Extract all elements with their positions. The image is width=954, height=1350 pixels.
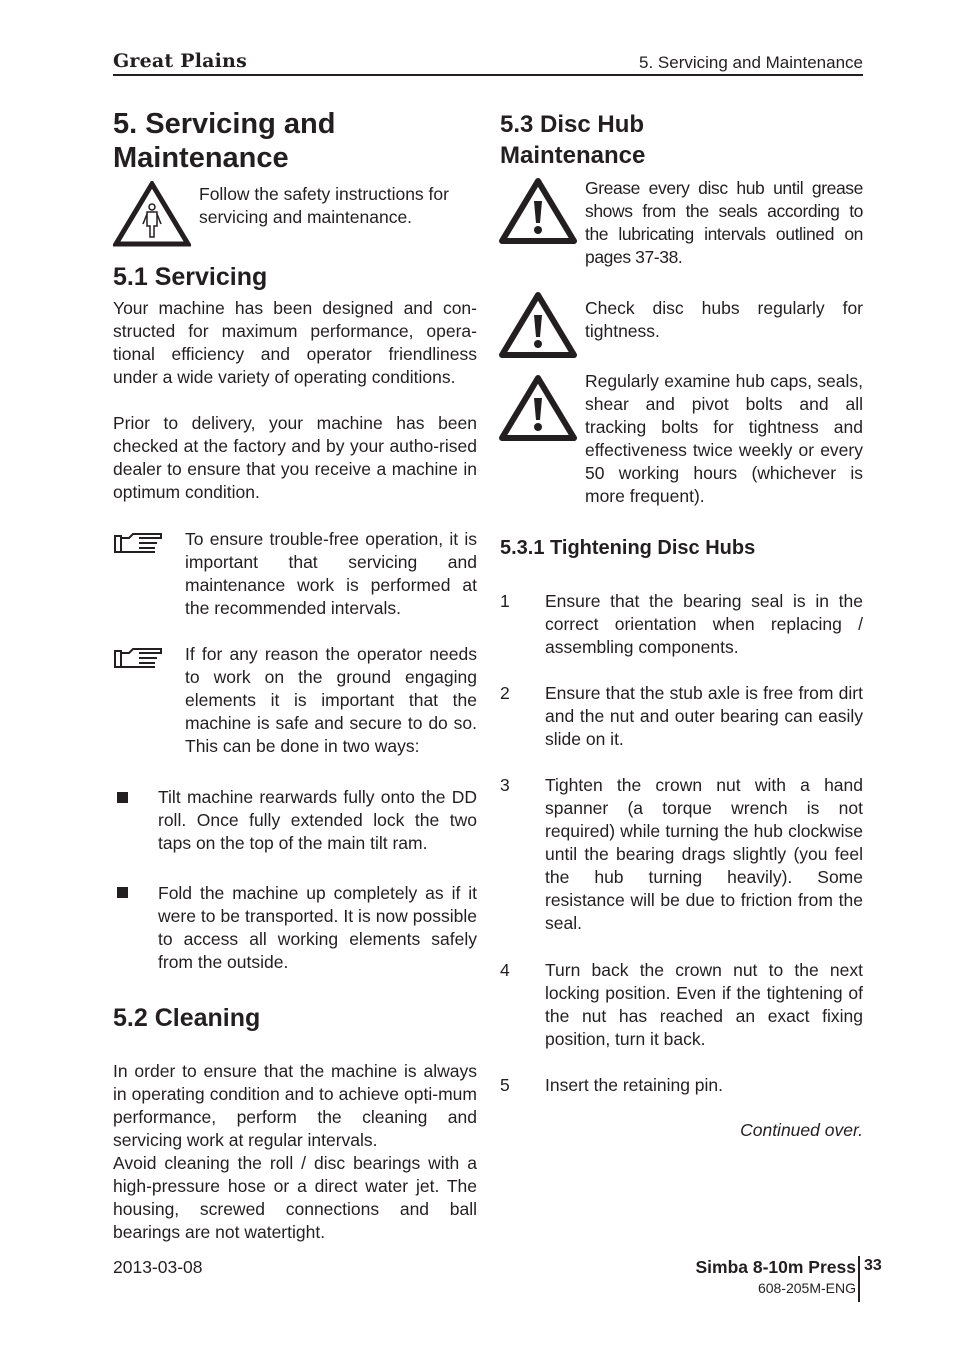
brand-logo: Great Plains <box>113 50 247 72</box>
cleaning-paragraph-2: Avoid cleaning the roll / disc bearings with a high-pressure hose or a direct water jet. The housing, screwed connections and ball bearings are not watertight. <box>113 1153 477 1242</box>
disc-hub-warning-1: Grease every disc hub until grease shows from the seals according to the lubricating intervals outlined on pages 37-38. <box>585 178 863 267</box>
section-5-1-title: 5.1 Servicing <box>113 263 268 291</box>
continued-note: Continued over. <box>740 1120 863 1140</box>
step-number: 2 <box>500 683 510 703</box>
chapter-title-line1: 5. Servicing and <box>113 108 336 140</box>
chapter-intro: Follow the safety instructions for servicing and maintenance. <box>199 184 449 227</box>
square-bullet-icon <box>117 792 128 803</box>
step-number: 1 <box>500 591 510 611</box>
pointing-hand-icon <box>113 530 163 556</box>
section-5-3-title-line1: 5.3 Disc Hub <box>500 111 645 138</box>
square-bullet-icon <box>117 887 128 898</box>
step-number: 3 <box>500 775 510 795</box>
footer-code: 608-205M-ENG <box>757 1280 856 1296</box>
step-text: Tighten the crown nut with a hand spanner (a torque wrench is not required) while turning the hub clockwise until the bearing drags slightly (you feel the hub turning heavily). Some resistance will be due to friction from the seal. <box>545 775 863 933</box>
step-number: 5 <box>500 1075 510 1095</box>
footer-date: 2013-03-08 <box>113 1257 203 1277</box>
servicing-bullet-1: Tilt machine rearwards fully onto the DD roll. Once fully extended lock the two taps on the top of the main tilt ram. <box>158 787 477 853</box>
person-warning-icon <box>113 181 191 247</box>
section-5-3-1-title: 5.3.1 Tightening Disc Hubs <box>500 537 756 559</box>
chapter-title-line2: Maintenance <box>113 142 289 174</box>
footer-divider <box>858 1256 860 1302</box>
section-5-3-title-line2: Maintenance <box>500 142 646 169</box>
step-text: Ensure that the bearing seal is in the correct orientation when replacing / assembling components. <box>545 591 863 657</box>
servicing-note-2: If for any reason the operator needs to work on the ground engaging elements it is important that the machine is safe and secure to do so. This can be done in two ways: <box>185 644 477 756</box>
servicing-paragraph-1: Your machine has been designed and con-structed for maximum performance, opera-tional efficiency and operator friendliness under a wide variety of operating conditions. <box>113 298 477 387</box>
exclamation-warning-icon <box>499 177 577 245</box>
page-number: 33 <box>864 1257 882 1274</box>
servicing-paragraph-2: Prior to delivery, your machine has been checked at the factory and by your autho-rised dealer to ensure that you receive a machine in optimum condition. <box>113 413 477 502</box>
cleaning-paragraph-1: In order to ensure that the machine is always in operating condition and to achieve opti-mum performance, perform the cleaning and servicing work at regular intervals. <box>113 1061 477 1150</box>
disc-hub-warning-2: Check disc hubs regularly for tightness. <box>585 298 863 341</box>
step-number: 4 <box>500 960 510 980</box>
footer-title: Simba 8-10m Press <box>695 1257 856 1277</box>
exclamation-warning-icon <box>499 291 577 359</box>
header-rule <box>113 74 863 76</box>
step-text: Ensure that the stub axle is free from dirt and the nut and outer bearing can easily slide on it. <box>545 683 863 749</box>
step-text: Turn back the crown nut to the next locking position. Even if the tightening of the nut has reached an exact fixing position, turn it back. <box>545 960 863 1049</box>
servicing-bullet-2: Fold the machine up completely as if it were to be transported. It is now possible to access all working elements safely from the outside. <box>158 883 477 972</box>
step-text: Insert the retaining pin. <box>545 1075 724 1095</box>
section-5-2-title: 5.2 Cleaning <box>113 1004 261 1032</box>
disc-hub-warning-3: Regularly examine hub caps, seals, shear and pivot bolts and all tracking bolts for tightness and effectiveness twice weekly or every 50 working hours (whichever is more frequent). <box>585 371 863 506</box>
pointing-hand-icon <box>113 645 163 671</box>
header-section-title: 5. Servicing and Maintenance <box>639 53 863 72</box>
exclamation-warning-icon <box>499 374 577 442</box>
servicing-note-1: To ensure trouble-free operation, it is important that servicing and maintenance work is performed at the recommended intervals. <box>185 529 477 618</box>
